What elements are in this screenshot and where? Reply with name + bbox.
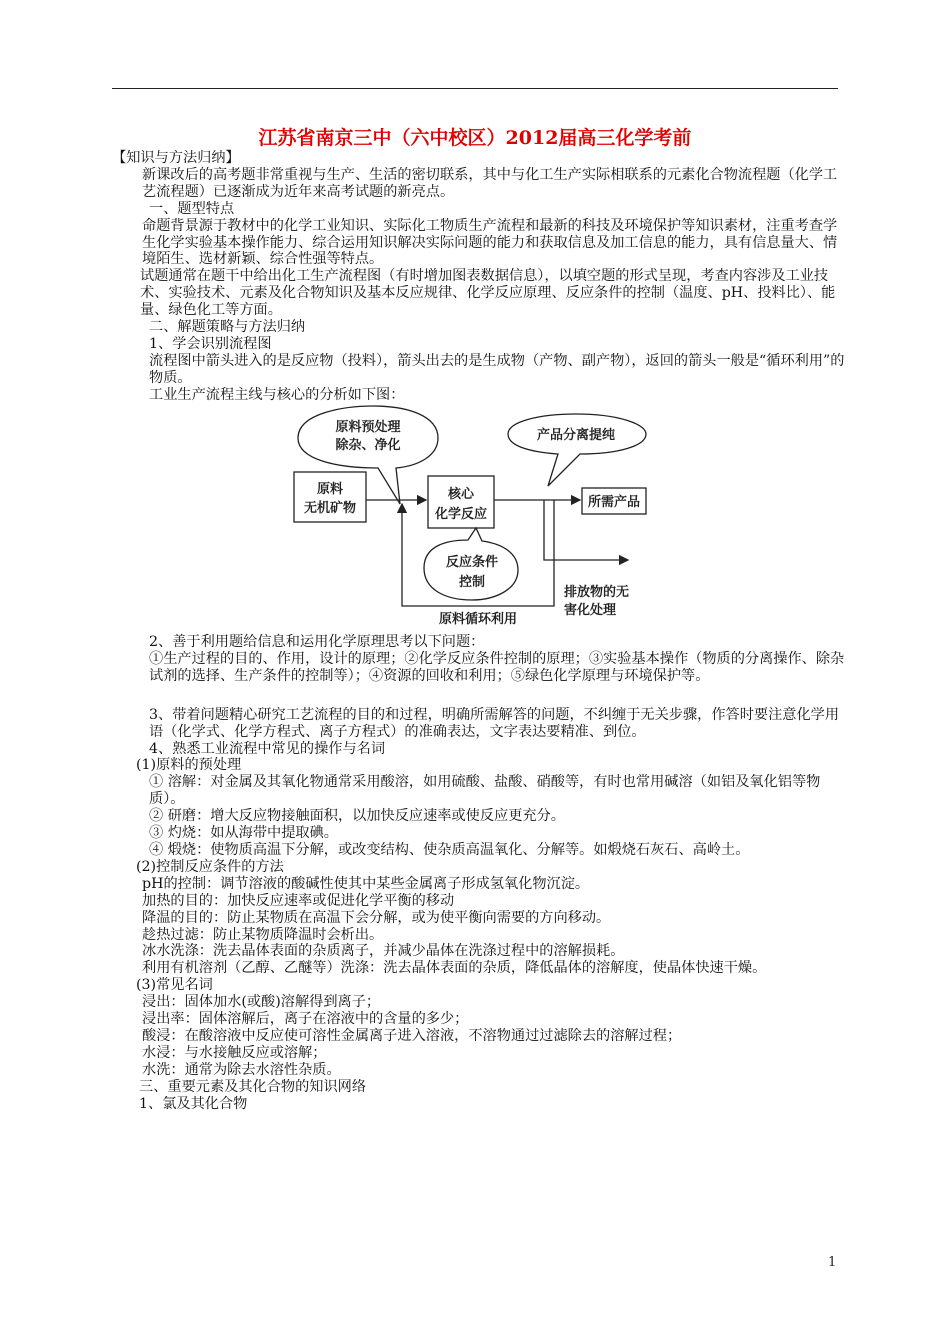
s2-item4-sub2-title: (2)控制反应条件的方法 bbox=[136, 858, 284, 875]
raw-material-label-2: 无机矿物 bbox=[303, 501, 357, 516]
diagram-caption: 工业生产流程主线与核心的分析如下图： bbox=[149, 386, 405, 403]
s2-item4-sub1-d: ④ 煅烧：使物质高温下分解，或改变结构、使杂质高温氧化、分解等。如煅烧石灰石、高岭土。 bbox=[149, 841, 750, 858]
s2-item3-paragraph: 3、带着问题精心研究工艺流程的目的和过程，明确所需解答的问题，不纠缠于无关步骤，作答时要注意化学用语（化学式、化学方程式、离子方程式）的准确表达，文字表达要精准、到位。 bbox=[149, 706, 840, 740]
s2-item4-sub3-d: 水浸：与水接触反应或溶解； bbox=[142, 1044, 327, 1061]
s2-item4-title: 4、熟悉工业流程中常见的操作与名词 bbox=[149, 740, 386, 757]
s2-item4-sub2-f: 利用有机溶剂（乙醇、乙醚等）洗涤：洗去晶体表面的杂质，降低晶体的溶解度，使晶体快速干燥。 bbox=[142, 960, 767, 977]
header-rule bbox=[112, 88, 838, 89]
section1-paragraph-2: 试题通常在题干中给出化工生产流程图（有时增加图表数据信息），以填空题的形式呈现，考查内容涉及工业技术、实验技术、元素及化合物知识及基本反应规律、化学反应原理、反应条件的控制（温度、pH、投料比）、能量、绿色化工等方面。 bbox=[140, 268, 836, 319]
recycle-label: 原料循环利用 bbox=[438, 612, 518, 627]
knowledge-heading: 【知识与方法归纳】 bbox=[112, 150, 240, 166]
condition-label-1: 反应条件 bbox=[445, 555, 499, 570]
s2-item4-sub2-c: 降温的目的：防止某物质在高温下会分解，或为使平衡向需要的方向移动。 bbox=[142, 909, 611, 926]
separation-bubble bbox=[508, 414, 646, 486]
flow-diagram-svg bbox=[268, 404, 688, 630]
document-title: 江苏省南京三中（六中校区）2012届高三化学考前 bbox=[258, 127, 692, 149]
intro-paragraph: 新课改后的高考题非常重视与生产、生活的密切联系，其中与化工生产实际相联系的元素化合物流程题（化学工艺流程题）已逐渐成为近年来高考试题的新亮点。 bbox=[142, 166, 838, 200]
section1-paragraph-1: 命题背景源于教材中的化学工业知识、实际化工物质生产流程和最新的科技及环境保护等知识素材，注重考查学生化学实验基本操作能力、综合运用知识解决实际问题的能力和获取信息及加工信息的能力，具有信息量大、情境陌生、选材新颖、综合性强等特点。 bbox=[142, 217, 838, 268]
page-number: 1 bbox=[828, 1255, 837, 1270]
separation-label: 产品分离提纯 bbox=[536, 428, 616, 443]
s3-item1-title: 1、氯及其化合物 bbox=[139, 1095, 248, 1112]
section3-title: 三、重要元素及其化合物的知识网络 bbox=[139, 1078, 367, 1095]
waste-label-1: 排放物的无 bbox=[564, 585, 630, 600]
pretreat-label-1: 原料预处理 bbox=[335, 420, 401, 435]
s2-item1-paragraph: 流程图中箭头进入的是反应物（投料），箭头出去的是生成物（产物、副产物），返回的箭头一般是“循环利用”的物质。 bbox=[149, 352, 845, 386]
s2-item4-sub3-a: 浸出：固体加水(或酸)溶解得到离子； bbox=[142, 994, 381, 1011]
s2-item2-title: 2、善于利用题给信息和运用化学原理思考以下问题： bbox=[149, 634, 485, 650]
core-reaction-label-1: 核心 bbox=[447, 487, 475, 502]
s2-item4-sub1-b: ② 研磨：增大反应物接触面积，以加快反应速率或使反应更充分。 bbox=[149, 808, 565, 825]
s2-item4-sub1-title: (1)原料的预处理 bbox=[136, 757, 242, 774]
section1-title: 一、题型特点 bbox=[149, 200, 235, 217]
pretreat-label-2: 除杂、净化 bbox=[335, 438, 401, 453]
s2-item4-sub2-d: 趁热过滤：防止某物质降温时会析出。 bbox=[142, 926, 384, 943]
s2-item4-sub1-a: ① 溶解：对金属及其氧化物通常采用酸溶，如用硫酸、盐酸、硝酸等，有时也常用碱溶（如铝及氧化铝等物质）。 bbox=[149, 774, 821, 808]
s2-item4-sub2-b: 加热的目的：加快反应速率或促进化学平衡的移动 bbox=[142, 892, 455, 909]
waste-label-2: 害化处理 bbox=[564, 603, 617, 618]
product-label: 所需产品 bbox=[587, 495, 641, 510]
s2-item4-sub1-c: ③ 灼烧：如从海带中提取碘。 bbox=[149, 825, 338, 842]
s2-item4-sub3-title: (3)常见名词 bbox=[136, 977, 213, 994]
core-reaction-label-2: 化学反应 bbox=[434, 507, 488, 522]
s2-item4-sub3-e: 水洗：通常为除去水溶性杂质。 bbox=[142, 1061, 341, 1078]
condition-label-2: 控制 bbox=[458, 575, 486, 590]
s2-item4-sub2-a: pH的控制：调节溶液的酸碱性使其中某些金属离子形成氢氧化物沉淀。 bbox=[142, 875, 590, 892]
s2-item2-paragraph: ①生产过程的目的、作用，设计的原理；②化学反应条件控制的原理；③实验基本操作（物质的分离操作、除杂试剂的选择、生产条件的控制等）；④资源的回收和利用；⑤绿色化学原理与环境保护等。 bbox=[149, 650, 845, 684]
s2-item4-sub3-b: 浸出率：固体溶解后，离子在溶液中的含量的多少； bbox=[142, 1011, 469, 1028]
s2-item1-title: 1、学会识别流程图 bbox=[149, 335, 272, 352]
raw-material-label-1: 原料 bbox=[316, 482, 344, 497]
document-body-continued bbox=[112, 634, 850, 1112]
process-flow-diagram bbox=[268, 404, 688, 630]
section2-title: 二、解题策略与方法归纳 bbox=[149, 319, 306, 336]
document-body bbox=[112, 150, 850, 404]
s2-item4-sub2-e: 冰水洗涤：洗去晶体表面的杂质离子，并减少晶体在洗涤过程中的溶解损耗。 bbox=[142, 943, 625, 960]
s2-item4-sub3-c: 酸浸：在酸溶液中反应使可溶性金属离子进入溶液，不溶物通过过滤除去的溶解过程； bbox=[142, 1027, 682, 1044]
